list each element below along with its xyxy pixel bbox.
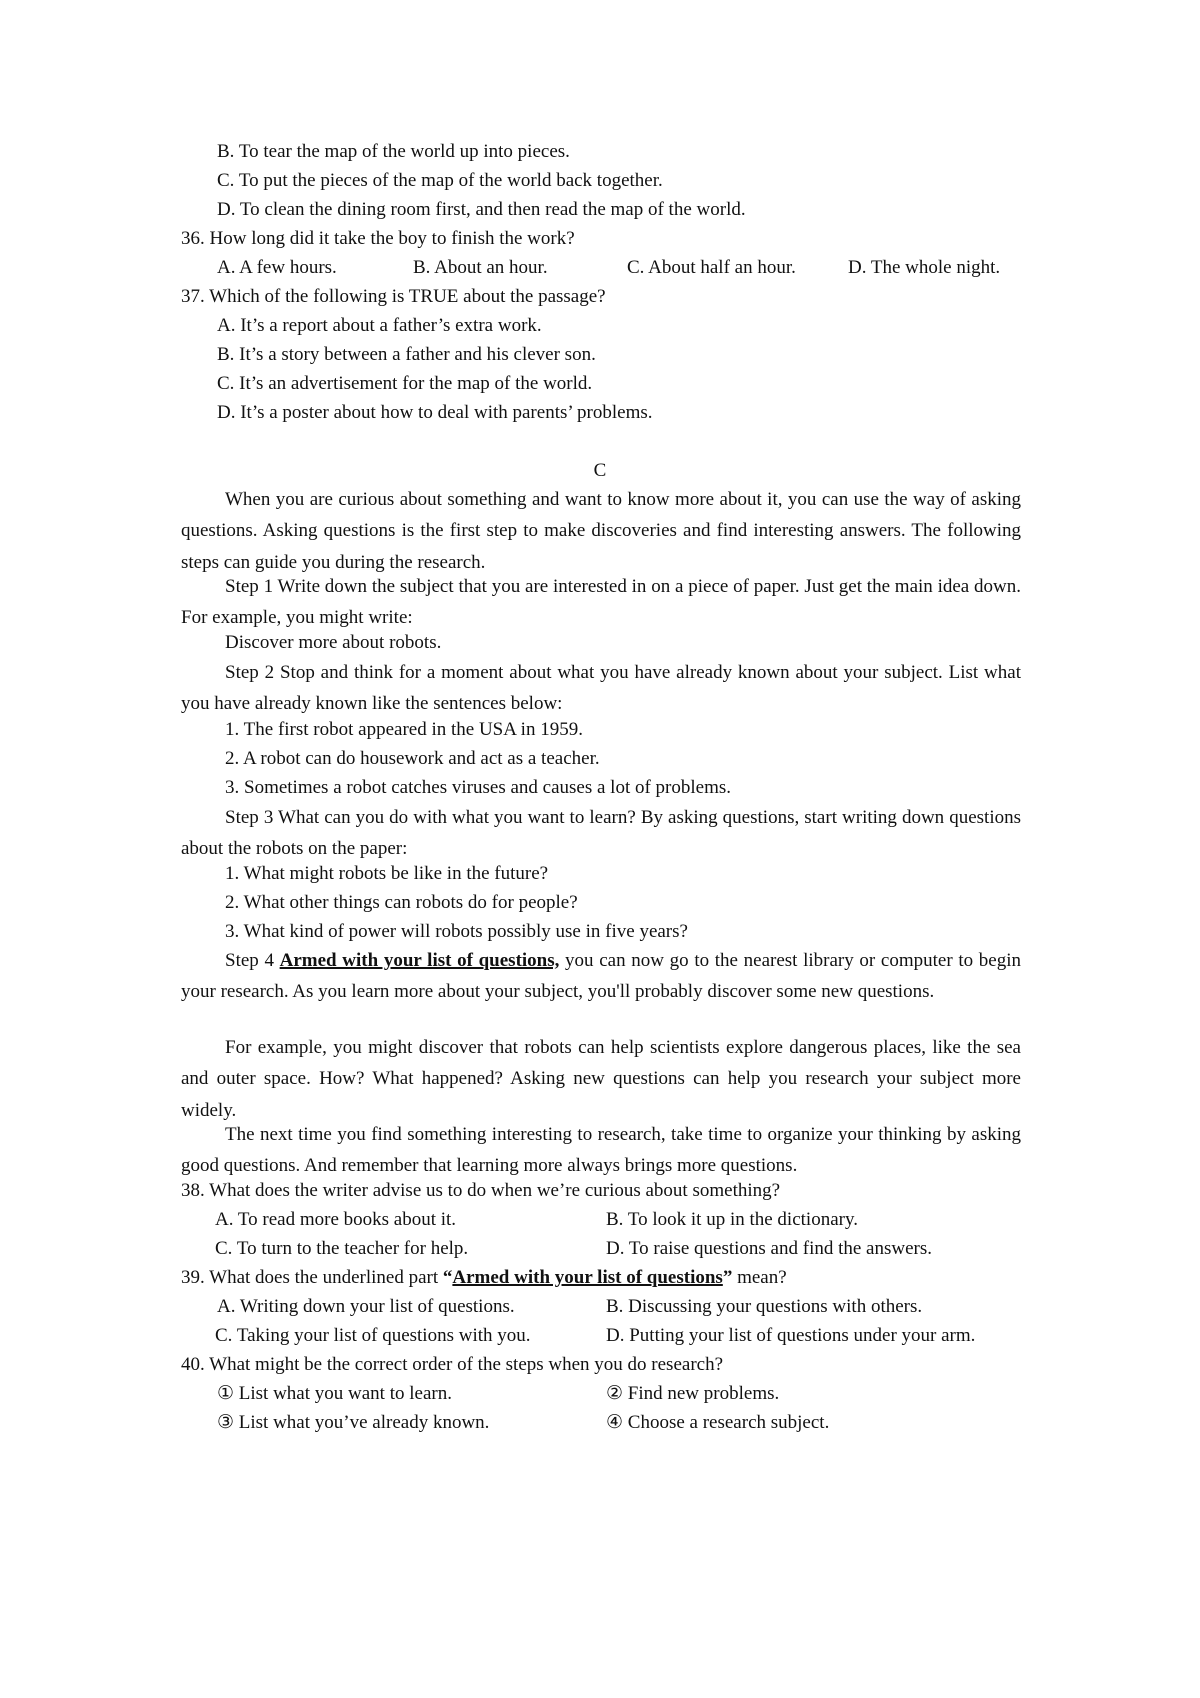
step4-prefix: Step 4 — [225, 950, 280, 971]
step4-paragraph — [181, 945, 1021, 1008]
q39-option-a: A. Writing down your list of questions. — [217, 1296, 515, 1317]
passage-heading: C — [593, 460, 607, 481]
step3-item-2: 2. What other things can robots do for people? — [225, 892, 578, 913]
step2-paragraph: Step 2 Stop and think for a moment about what you have already known about your subject. List what you have already known like the sentences below: — [181, 662, 1021, 715]
q40-item-4: ④ Choose a research subject. — [606, 1412, 830, 1433]
q36-option-c: C. About half an hour. — [627, 257, 796, 278]
q39-open-quote: “ — [442, 1267, 453, 1288]
q36-question: 36. How long did it take the boy to finish the work? — [181, 228, 575, 249]
q38-option-c: C. To turn to the teacher for help. — [215, 1238, 469, 1259]
q39-question — [181, 1263, 787, 1292]
q36-option-a: A. A few hours. — [217, 257, 337, 278]
step2-item-2: 2. A robot can do housework and act as a teacher. — [225, 748, 600, 769]
q39-option-c: C. Taking your list of questions with you. — [215, 1325, 531, 1346]
example-paragraph: For example, you might discover that robots can help scientists explore dangerous places, like the sea and outer space. How? What happened? Asking new questions can help you research your subject more widely. — [181, 1037, 1021, 1121]
q39-prefix: 39. What does the underlined part — [181, 1267, 443, 1288]
step4-rest: you can now go to the nearest library or computer to begin your research. As you learn more about your subject, you'll probably discover some new questions. — [181, 950, 1022, 1003]
q38-option-a: A. To read more books about it. — [215, 1209, 457, 1230]
underlined-phrase: Armed with your list of questions, — [279, 950, 560, 971]
step1-paragraph: Step 1 Write down the subject that you are interested in on a piece of paper. Just get the main idea down. For example, you might write: — [181, 576, 1021, 629]
q37-option-d: D. It’s a poster about how to deal with parents’ problems. — [217, 402, 653, 423]
q37-option-a: A. It’s a report about a father’s extra work. — [217, 315, 542, 336]
q35-option-c: C. To put the pieces of the map of the world back together. — [217, 170, 663, 191]
q37-option-b: B. It’s a story between a father and his clever son. — [217, 344, 596, 365]
q38-option-b: B. To look it up in the dictionary. — [606, 1209, 858, 1230]
q39-suffix: mean? — [732, 1267, 787, 1288]
q39-close-quote: ” — [722, 1267, 733, 1288]
q40-item-2: ② Find new problems. — [606, 1383, 780, 1404]
step3-paragraph: Step 3 What can you do with what you want to learn? By asking questions, start writing down questions about the robots on the paper: — [181, 807, 1021, 860]
step2-item-3: 3. Sometimes a robot catches viruses and causes a lot of problems. — [225, 777, 732, 798]
q36-option-d: D. The whole night. — [848, 257, 1001, 278]
q40-item-1: ① List what you want to learn. — [217, 1383, 452, 1404]
q36-option-b: B. About an hour. — [413, 257, 548, 278]
step3-item-1: 1. What might robots be like in the future? — [225, 863, 549, 884]
step2-item-1: 1. The first robot appeared in the USA in 1959. — [225, 719, 583, 740]
q39-option-d: D. Putting your list of questions under your arm. — [606, 1325, 976, 1346]
step1-example: Discover more about robots. — [225, 632, 442, 653]
q35-option-d: D. To clean the dining room first, and then read the map of the world. — [217, 199, 746, 220]
q37-option-c: C. It’s an advertisement for the map of the world. — [217, 373, 593, 394]
step3-item-3: 3. What kind of power will robots possibly use in five years? — [225, 921, 688, 942]
q40-item-3: ③ List what you’ve already known. — [217, 1412, 490, 1433]
q38-question: 38. What does the writer advise us to do when we’re curious about something? — [181, 1180, 781, 1201]
q38-option-d: D. To raise questions and find the answers. — [606, 1238, 933, 1259]
passage-intro: When you are curious about something and want to know more about it, you can use the way of asking questions. Asking questions is the first step to make discoveries and find interesting answers. The following steps can guide you during the research. — [181, 489, 1021, 573]
q35-option-b: B. To tear the map of the world up into pieces. — [217, 141, 570, 162]
q39-underlined-phrase: Armed with your list of questions — [452, 1267, 723, 1288]
q40-question: 40. What might be the correct order of the steps when you do research? — [181, 1354, 724, 1375]
q37-question: 37. Which of the following is TRUE about the passage? — [181, 286, 606, 307]
closing-paragraph: The next time you find something interesting to research, take time to organize your thinking by asking good questions. And remember that learning more always brings more questions. — [181, 1124, 1021, 1177]
q39-option-b: B. Discussing your questions with others. — [606, 1296, 923, 1317]
